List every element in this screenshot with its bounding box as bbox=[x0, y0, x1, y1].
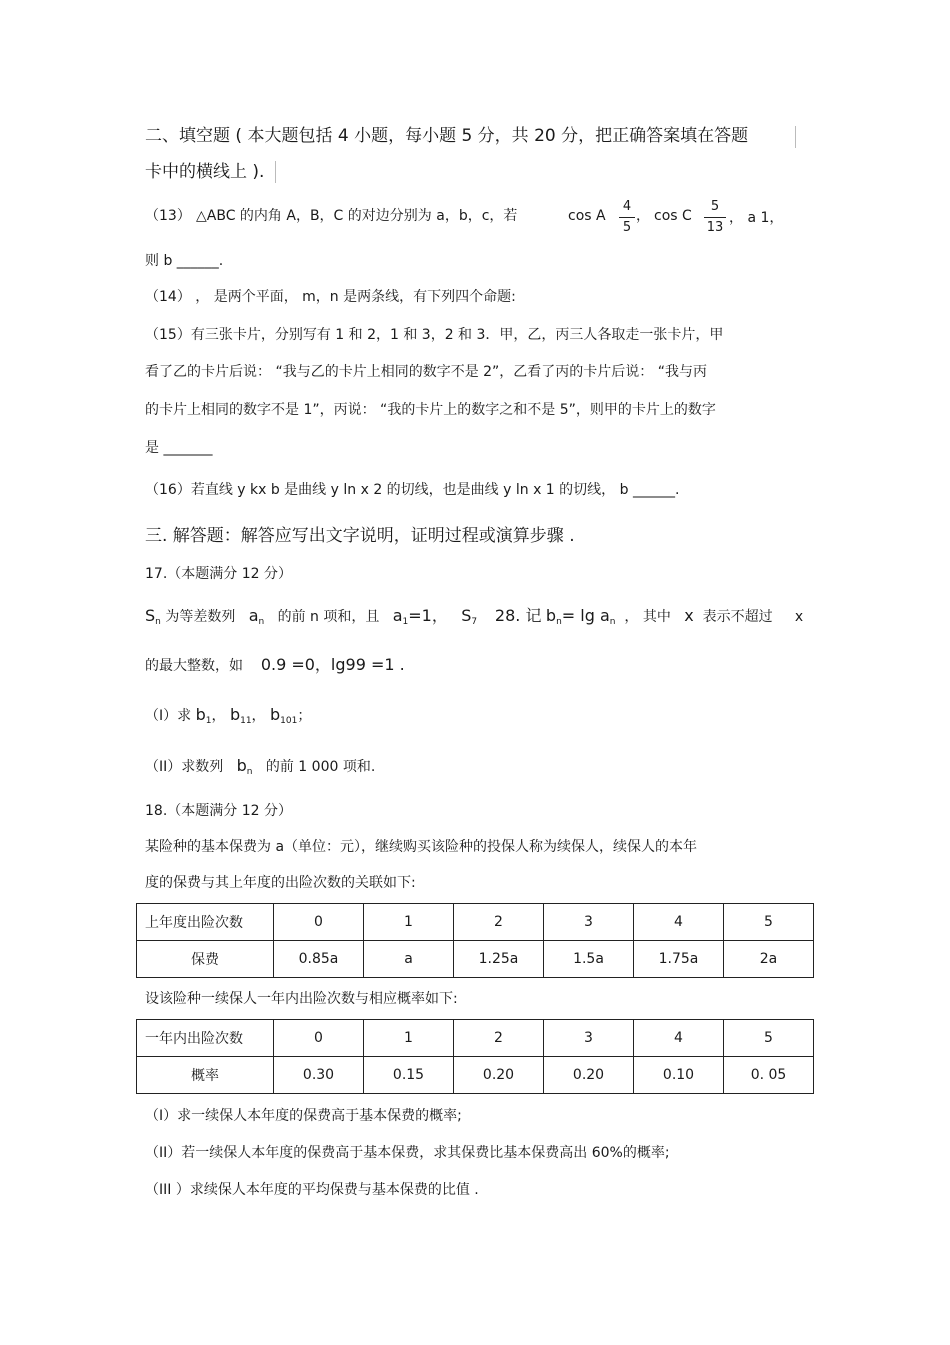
table-cell: 0 bbox=[274, 904, 364, 941]
table-cell: 3 bbox=[544, 904, 634, 941]
p17-line2 bbox=[145, 656, 405, 675]
p18-between: 设该险种一续保人一年内出险次数与相应概率如下: bbox=[145, 991, 458, 1007]
table-cell: 0.20 bbox=[454, 1057, 544, 1094]
q13-tail: ， a 1， bbox=[729, 210, 784, 226]
p17-a1-sub: 1 bbox=[402, 617, 409, 627]
q14-text: （14） ， 是两个平面， m，n 是两条线，有下列四个命题: bbox=[145, 289, 516, 305]
probability-table bbox=[136, 1019, 814, 1094]
p17-t2: 的前 n 项和，且 bbox=[277, 609, 380, 625]
q15-line2: 看了乙的卡片后说： “我与乙的卡片上相同的数字不是 2”，乙看了丙的卡片后说： “我与丙 bbox=[145, 364, 708, 380]
p17-q1-s1: 1 bbox=[205, 716, 212, 726]
table-cell: 2a bbox=[724, 941, 814, 978]
q13-prefix: （13） bbox=[145, 208, 191, 224]
premium-table bbox=[136, 903, 814, 978]
text-cursor-mark-2 bbox=[275, 161, 276, 183]
q13-fracA-num: 4 bbox=[622, 199, 632, 214]
p17-q1-sep2: ， bbox=[251, 708, 266, 724]
p17-statement bbox=[145, 607, 803, 631]
table-cell: 2 bbox=[454, 904, 544, 941]
table-row bbox=[137, 1057, 814, 1094]
table-cell: 概率 bbox=[137, 1057, 274, 1094]
p17-a1: a bbox=[392, 606, 403, 625]
q13-fracA-den: 5 bbox=[622, 220, 632, 235]
q13-text: △ABC 的内角 A，B，C 的对边分别为 a，b，c，若 bbox=[196, 208, 518, 224]
p17-S-sub: n bbox=[155, 617, 161, 627]
p17-line2-a: 的最大整数，如 bbox=[145, 658, 243, 674]
p17-line2-b: 0.9 =0，lg99 =1 . bbox=[260, 655, 405, 674]
p17-x1: x bbox=[684, 606, 694, 625]
table-cell: 1.25a bbox=[454, 941, 544, 978]
table-cell: 一年内出险次数 bbox=[137, 1020, 274, 1057]
p18-line2: 度的保费与其上年度的出险次数的关联如下: bbox=[145, 875, 416, 891]
table-cell: 0. 05 bbox=[724, 1057, 814, 1094]
p17-q2-b: b bbox=[236, 756, 247, 775]
table-cell: 保费 bbox=[137, 941, 274, 978]
p17-t4: 28. 记 bbox=[494, 606, 542, 625]
table-cell: 0.15 bbox=[364, 1057, 454, 1094]
p17-S: S bbox=[145, 606, 156, 625]
p17-bn: b bbox=[545, 606, 557, 625]
q15-line1: （15）有三张卡片，分别写有 1 和 2，1 和 3，2 和 3．甲，乙，丙三人各取走一张卡片，甲 bbox=[145, 327, 724, 343]
q13-comma: ， bbox=[636, 208, 650, 224]
table-cell: 5 bbox=[724, 904, 814, 941]
table-cell: 1 bbox=[364, 1020, 454, 1057]
p18-q1: （I）求一续保人本年度的保费高于基本保费的概率; bbox=[145, 1108, 462, 1124]
table-row bbox=[137, 904, 814, 941]
p18-q3: （III ）求续保人本年度的平均保费与基本保费的比值 . bbox=[145, 1182, 479, 1198]
table-cell: 0.85a bbox=[274, 941, 364, 978]
p17-S7: S bbox=[461, 606, 472, 625]
p17-t5: = lg a bbox=[561, 606, 610, 625]
section2-line1: 二、填空题 ( 本大题包括 4 小题，每小题 5 分，共 20 分，把正确答案填在答题 bbox=[145, 126, 749, 146]
p17-an: a bbox=[248, 606, 259, 625]
p17-lgan-sub: n bbox=[609, 617, 616, 627]
p17-bn-sub: n bbox=[556, 617, 562, 627]
table-row bbox=[137, 1020, 814, 1057]
p17-header: 17.（本题满分 12 分） bbox=[145, 566, 292, 582]
p17-q2-n: n bbox=[246, 767, 253, 777]
table-row bbox=[137, 941, 814, 978]
table-cell: a bbox=[364, 941, 454, 978]
section2-line2: 卡中的横线上 ). bbox=[145, 162, 265, 182]
p17-t6: ， 其中 bbox=[624, 609, 671, 625]
p18-q2: （II）若一续保人本年度的保费高于基本保费，求其保费比基本保费高出 60%的概率; bbox=[145, 1145, 670, 1161]
q15-line4: 是 _______ bbox=[145, 440, 213, 456]
table-cell: 0.30 bbox=[274, 1057, 364, 1094]
table-cell: 3 bbox=[544, 1020, 634, 1057]
p17-t3: =1， bbox=[408, 606, 448, 625]
p17-q1-label: （I）求 bbox=[145, 708, 192, 724]
table-cell: 2 bbox=[454, 1020, 544, 1057]
p17-x2: x bbox=[794, 609, 804, 625]
table-cell: 5 bbox=[724, 1020, 814, 1057]
table-cell: 0.20 bbox=[544, 1057, 634, 1094]
table-cell: 1.75a bbox=[634, 941, 724, 978]
table-cell: 0.10 bbox=[634, 1057, 724, 1094]
p18-header: 18.（本题满分 12 分） bbox=[145, 803, 292, 819]
p17-q2 bbox=[145, 757, 375, 781]
p17-an-sub: n bbox=[258, 617, 265, 627]
p17-q2-label: （II）求数列 bbox=[145, 759, 224, 775]
section3-title: 三. 解答题：解答应写出文字说明，证明过程或演算步骤 . bbox=[145, 526, 575, 546]
q15-line3: 的卡片上相同的数字不是 1”，丙说： “我的卡片上的数字之和不是 5”，则甲的卡片上的数字 bbox=[145, 402, 716, 418]
table-cell: 上年度出险次数 bbox=[137, 904, 274, 941]
q13-cosC: cos C bbox=[654, 208, 692, 224]
p17-t1: 为等差数列 bbox=[165, 609, 236, 625]
p17-q1-s2: 11 bbox=[240, 716, 252, 726]
table-cell: 1 bbox=[364, 904, 454, 941]
table-cell: 1.5a bbox=[544, 941, 634, 978]
table-cell: 0 bbox=[274, 1020, 364, 1057]
p17-q1-end: ； bbox=[297, 708, 312, 724]
q13-cosA: cos A bbox=[568, 208, 606, 224]
text-cursor-mark bbox=[795, 126, 796, 148]
q13-fracA-bar bbox=[619, 217, 635, 218]
q13-fracC-num: 5 bbox=[710, 199, 720, 214]
p17-S7-sub: 7 bbox=[471, 617, 478, 627]
q16-text: （16）若直线 y kx b 是曲线 y ln x 2 的切线，也是曲线 y ln x 1 的切线， b ______. bbox=[145, 482, 680, 498]
q13-fracC-den: 13 bbox=[706, 220, 724, 235]
q13-fracC-bar bbox=[704, 217, 726, 218]
p18-line1: 某险种的基本保费为 a（单位：元），继续购买该险种的投保人称为续保人，续保人的本年 bbox=[145, 839, 698, 855]
p17-t7: 表示不超过 bbox=[702, 609, 773, 625]
table-cell: 4 bbox=[634, 1020, 724, 1057]
p17-q1-s3: 101 bbox=[280, 716, 298, 726]
p17-q1 bbox=[145, 706, 311, 730]
p17-q1-sep1: ， bbox=[211, 708, 226, 724]
q13-line2: 则 b ______. bbox=[145, 253, 224, 269]
p17-q2-tail: 的前 1 000 项和. bbox=[265, 759, 376, 775]
table-cell: 4 bbox=[634, 904, 724, 941]
p17-q1-b3: b bbox=[270, 705, 281, 724]
p17-q1-b2: b bbox=[229, 705, 241, 724]
p17-q1-b1: b bbox=[195, 705, 206, 724]
